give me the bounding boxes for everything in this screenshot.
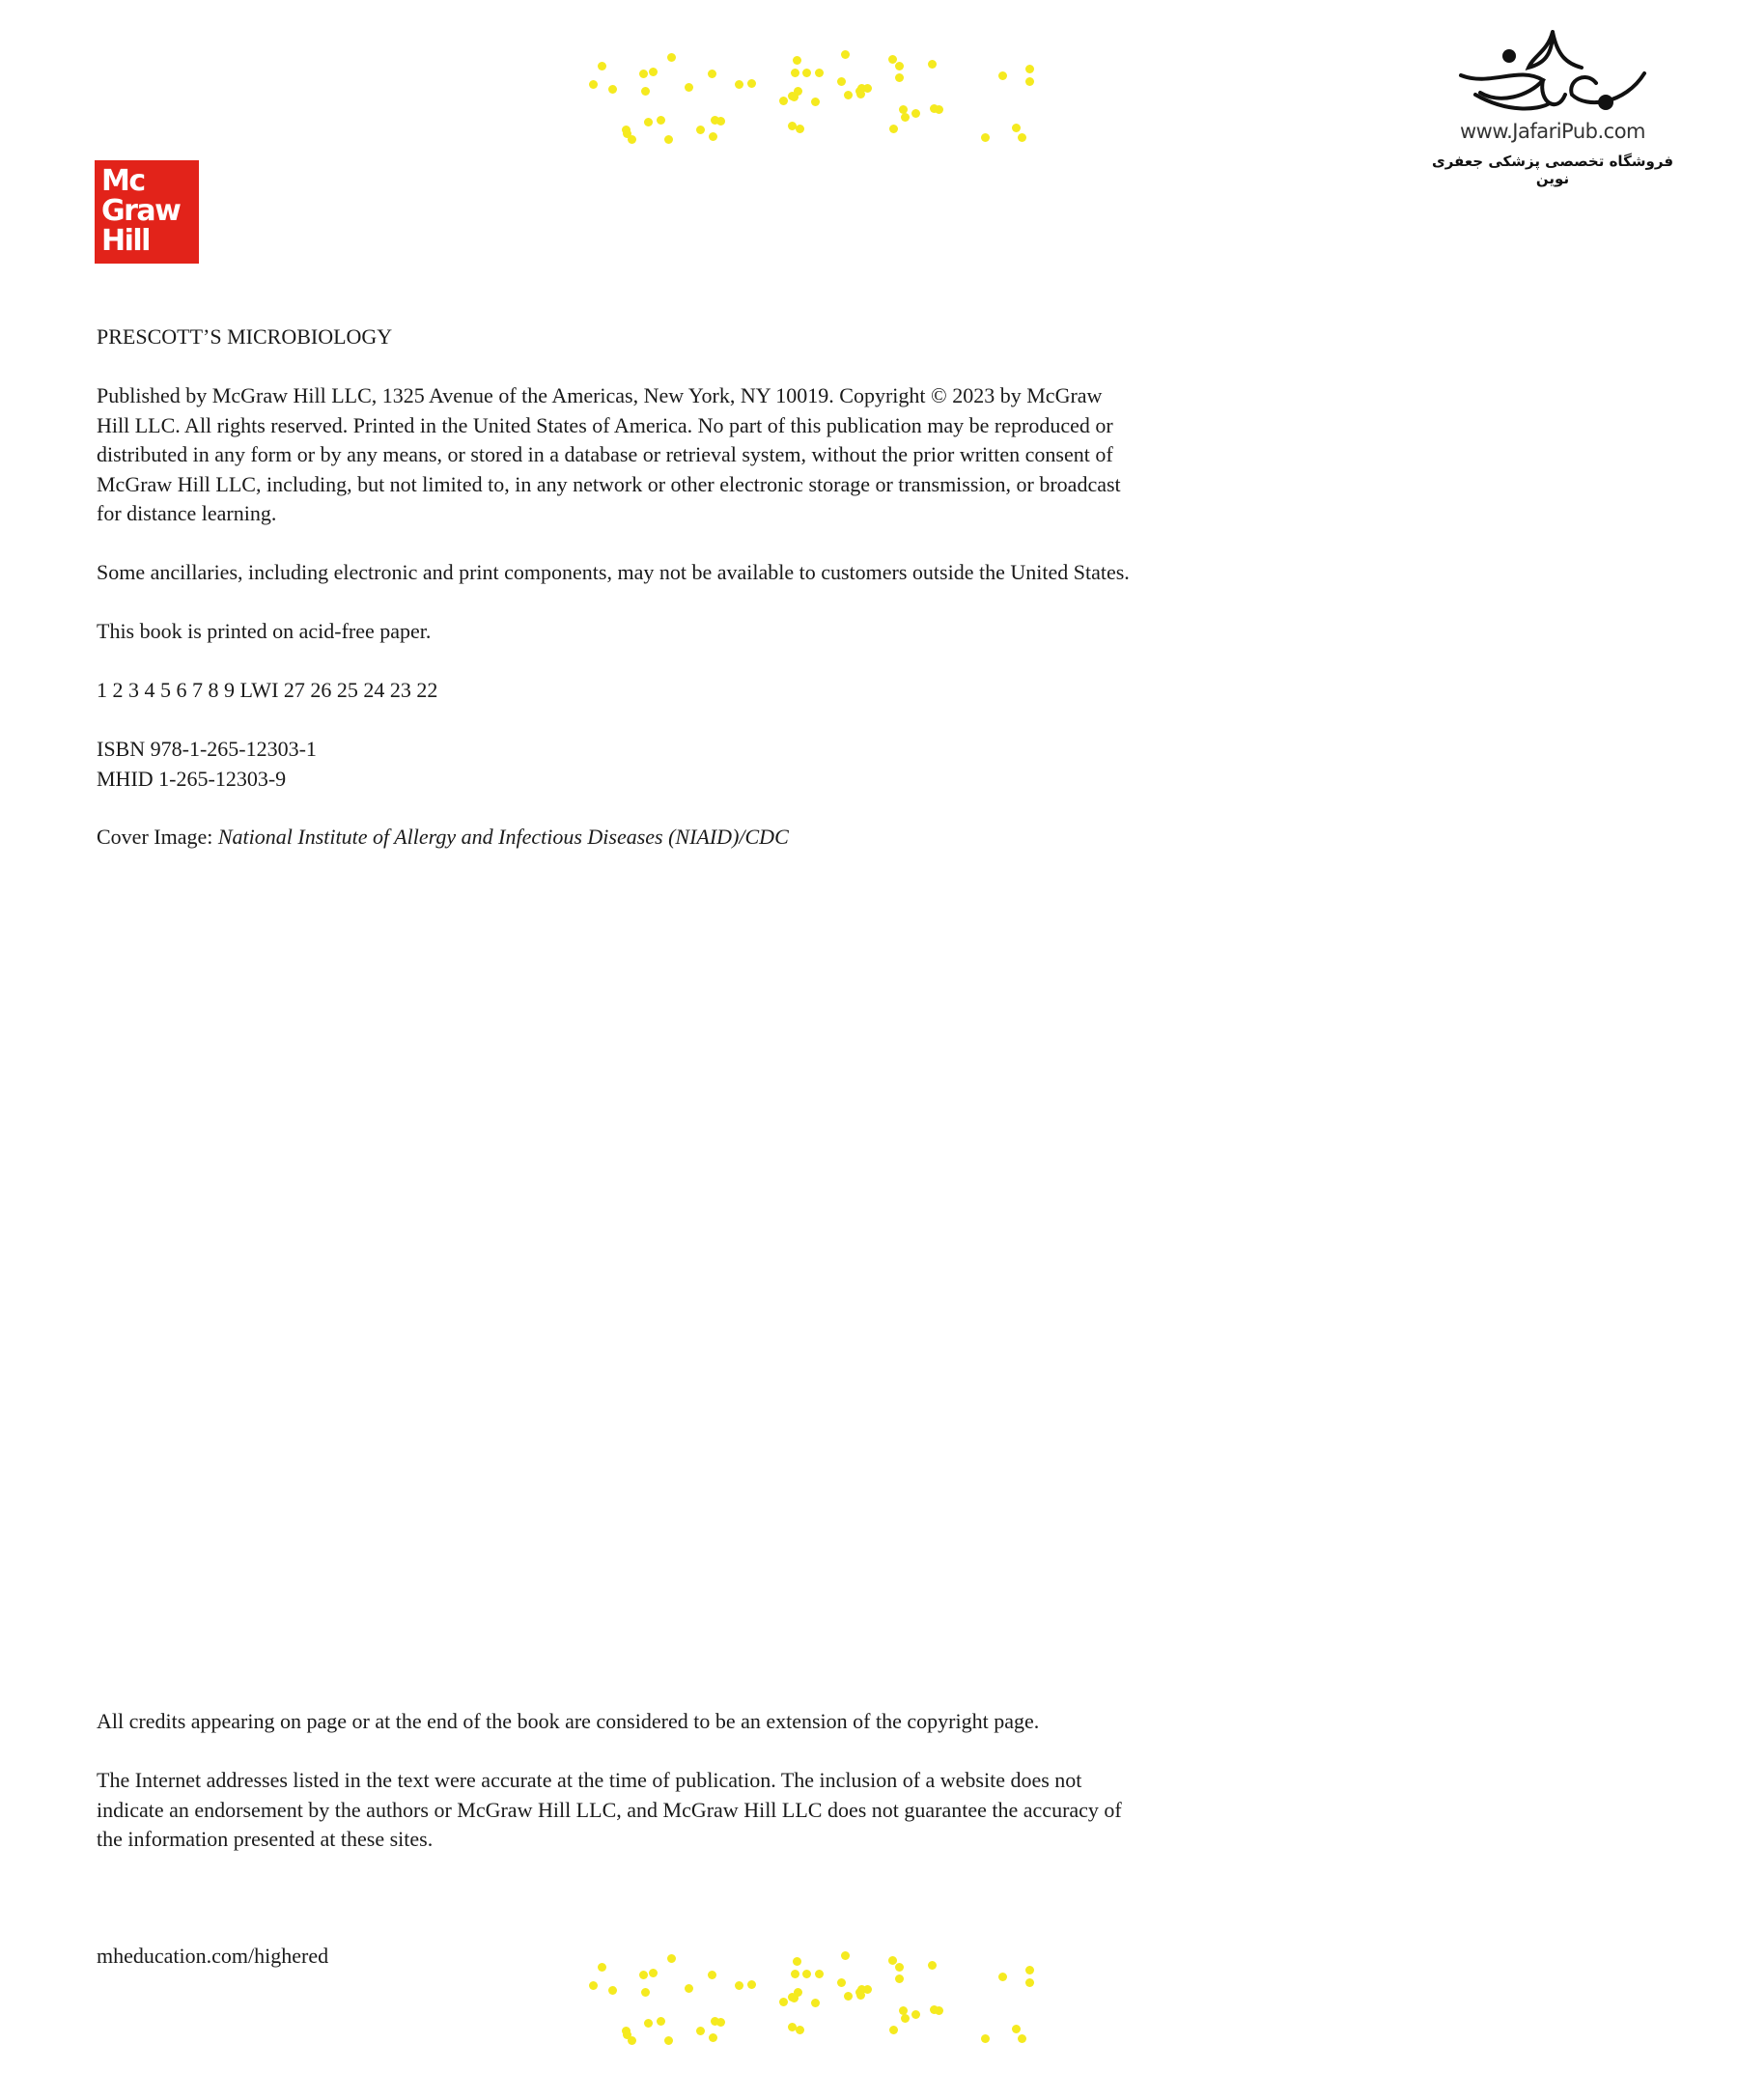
yellow-dot: [639, 70, 648, 78]
yellow-dot: [644, 118, 653, 126]
yellow-dot: [657, 2017, 665, 2026]
yellow-dot: [981, 133, 990, 142]
yellow-dot: [856, 1991, 865, 2000]
yellow-dot: [709, 132, 717, 141]
yellow-dot: [815, 69, 824, 77]
yellow-dot: [844, 91, 853, 99]
yellow-dots-top: [586, 48, 1054, 145]
yellow-dot: [598, 1963, 606, 1972]
text-line: Hill LLC. All rights reserved. Printed in the United States of America. No part of this publication may be reproduced or: [97, 412, 1113, 437]
yellow-dot: [711, 116, 719, 125]
yellow-dot: [779, 97, 788, 105]
isbn: ISBN 978-1-265-12303-1: [97, 737, 317, 761]
yellow-dot: [794, 1988, 802, 1997]
yellow-dot: [628, 2036, 636, 2045]
cover-credit: National Institute of Allergy and Infectious Diseases (NIAID)/CDC: [217, 825, 789, 849]
yellow-dot: [1018, 2034, 1026, 2043]
ancillaries-note: Some ancillaries, including electronic and print components, may not be available to customers outside the United States.: [97, 560, 1130, 584]
yellow-dot: [802, 1970, 811, 1978]
yellow-dot: [696, 126, 705, 134]
yellow-dot: [608, 85, 617, 94]
yellow-dot: [856, 90, 865, 98]
yellow-dot: [708, 1971, 716, 1979]
logo-line: Hill: [101, 224, 150, 258]
yellow-dot: [998, 71, 1007, 80]
internet-disclaimer: [97, 1766, 1122, 1855]
yellow-dot: [685, 1984, 693, 1993]
printing-line: 1 2 3 4 5 6 7 8 9 LWI 27 26 25 24 23 22: [97, 678, 438, 702]
yellow-dot: [628, 135, 636, 144]
jafaripub-emblem-icon: [1451, 27, 1654, 124]
yellow-dot: [930, 104, 939, 113]
publisher-paragraph: [97, 381, 1121, 529]
watermark-tagline: فروشگاه تخصصی پزشکی جعفری نوین: [1431, 153, 1674, 187]
yellow-dot: [1018, 133, 1026, 142]
mhid: MHID 1-265-12303-9: [97, 766, 287, 791]
yellow-dot: [928, 60, 937, 69]
yellow-dot: [911, 2010, 920, 2019]
jafaripub-watermark: [1417, 27, 1688, 187]
logo-line: Graw: [101, 194, 181, 228]
text-line: for distance learning.: [97, 501, 277, 525]
yellow-dot: [895, 1974, 904, 1983]
yellow-dot: [649, 1969, 658, 1977]
yellow-dot: [794, 87, 802, 96]
yellow-dot: [1025, 65, 1034, 73]
website-link[interactable]: mheducation.com/highered: [97, 1944, 329, 1968]
credits-note: All credits appearing on page or at the end of the book are considered to be an extension of the copyright page.: [97, 1709, 1040, 1733]
text-line: Published by McGraw Hill LLC, 1325 Avenue of the Americas, New York, NY 10019. Copyright © 2023 by McGraw: [97, 383, 1103, 407]
yellow-dot: [1025, 1966, 1034, 1974]
yellow-dot: [796, 2026, 804, 2034]
yellow-dot: [608, 1986, 617, 1995]
yellow-dot: [981, 2034, 990, 2043]
yellow-dot: [841, 1951, 850, 1960]
yellow-dot: [667, 1954, 676, 1963]
yellow-dot: [793, 1957, 801, 1966]
yellow-dot: [685, 83, 693, 92]
text-line: distributed in any form or by any means, or stored in a database or retrieval system, without the prior written consent of: [97, 442, 1113, 466]
logo-line: Mc: [101, 164, 145, 198]
text-line: indicate an endorsement by the authors or McGraw Hill LLC, and McGraw Hill LLC does not guarantee the accuracy of: [97, 1797, 1122, 1822]
yellow-dot: [1025, 77, 1034, 86]
yellow-dot: [709, 2033, 717, 2042]
yellow-dot: [901, 2014, 910, 2023]
yellow-dot: [841, 50, 850, 59]
yellow-dot: [844, 1992, 853, 2001]
yellow-dot: [901, 113, 910, 122]
yellow-dot: [667, 53, 676, 62]
yellow-dot: [639, 1971, 648, 1979]
yellow-dot: [895, 73, 904, 82]
yellow-dot: [928, 1961, 937, 1970]
yellow-dot: [644, 2019, 653, 2028]
yellow-dot: [837, 77, 846, 86]
yellow-dot: [696, 2027, 705, 2035]
yellow-dot: [598, 62, 606, 70]
yellow-dot: [747, 79, 756, 88]
text-line: The Internet addresses listed in the text were accurate at the time of publication. The inclusion of a website does not: [97, 1768, 1082, 1792]
yellow-dots-bottom: [586, 1949, 1054, 2046]
yellow-dot: [930, 2005, 939, 2014]
text-line: McGraw Hill LLC, including, but not limited to, in any network or other electronic storage or transmission, or broadcast: [97, 471, 1121, 496]
yellow-dot: [1012, 124, 1021, 132]
yellow-dot: [735, 1981, 743, 1990]
yellow-dot: [791, 1970, 799, 1978]
mcgraw-hill-logo: [95, 160, 199, 264]
yellow-dot: [735, 80, 743, 89]
cover-image-credit: [97, 823, 789, 853]
yellow-dot: [911, 109, 920, 118]
yellow-dot: [837, 1978, 846, 1987]
yellow-dot: [895, 1963, 904, 1972]
yellow-dot: [791, 69, 799, 77]
yellow-dot: [589, 1981, 598, 1990]
text-line: the information presented at these sites.: [97, 1827, 434, 1851]
yellow-dot: [793, 56, 801, 65]
yellow-dot: [815, 1970, 824, 1978]
yellow-dot: [889, 125, 898, 133]
yellow-dot: [895, 62, 904, 70]
yellow-dot: [641, 1988, 650, 1997]
watermark-url: www.JafariPub.com: [1459, 120, 1646, 143]
book-title: PRESCOTT’S MICROBIOLOGY: [97, 324, 393, 349]
yellow-dot: [1012, 2025, 1021, 2033]
yellow-dot: [641, 87, 650, 96]
paper-note: This book is printed on acid-free paper.: [97, 619, 432, 643]
yellow-dot: [649, 68, 658, 76]
yellow-dot: [664, 135, 673, 144]
cover-label: Cover Image:: [97, 825, 218, 849]
yellow-dot: [664, 2036, 673, 2045]
yellow-dot: [589, 80, 598, 89]
identifiers: [97, 735, 317, 794]
yellow-dot: [811, 1999, 820, 2007]
yellow-dot: [1025, 1978, 1034, 1987]
yellow-dot: [796, 125, 804, 133]
yellow-dot: [998, 1973, 1007, 1981]
yellow-dot: [657, 116, 665, 125]
yellow-dot: [708, 70, 716, 78]
yellow-dot: [802, 69, 811, 77]
yellow-dot: [889, 2026, 898, 2034]
yellow-dot: [811, 98, 820, 106]
yellow-dot: [711, 2017, 719, 2026]
yellow-dot: [747, 1980, 756, 1989]
yellow-dot: [779, 1998, 788, 2006]
